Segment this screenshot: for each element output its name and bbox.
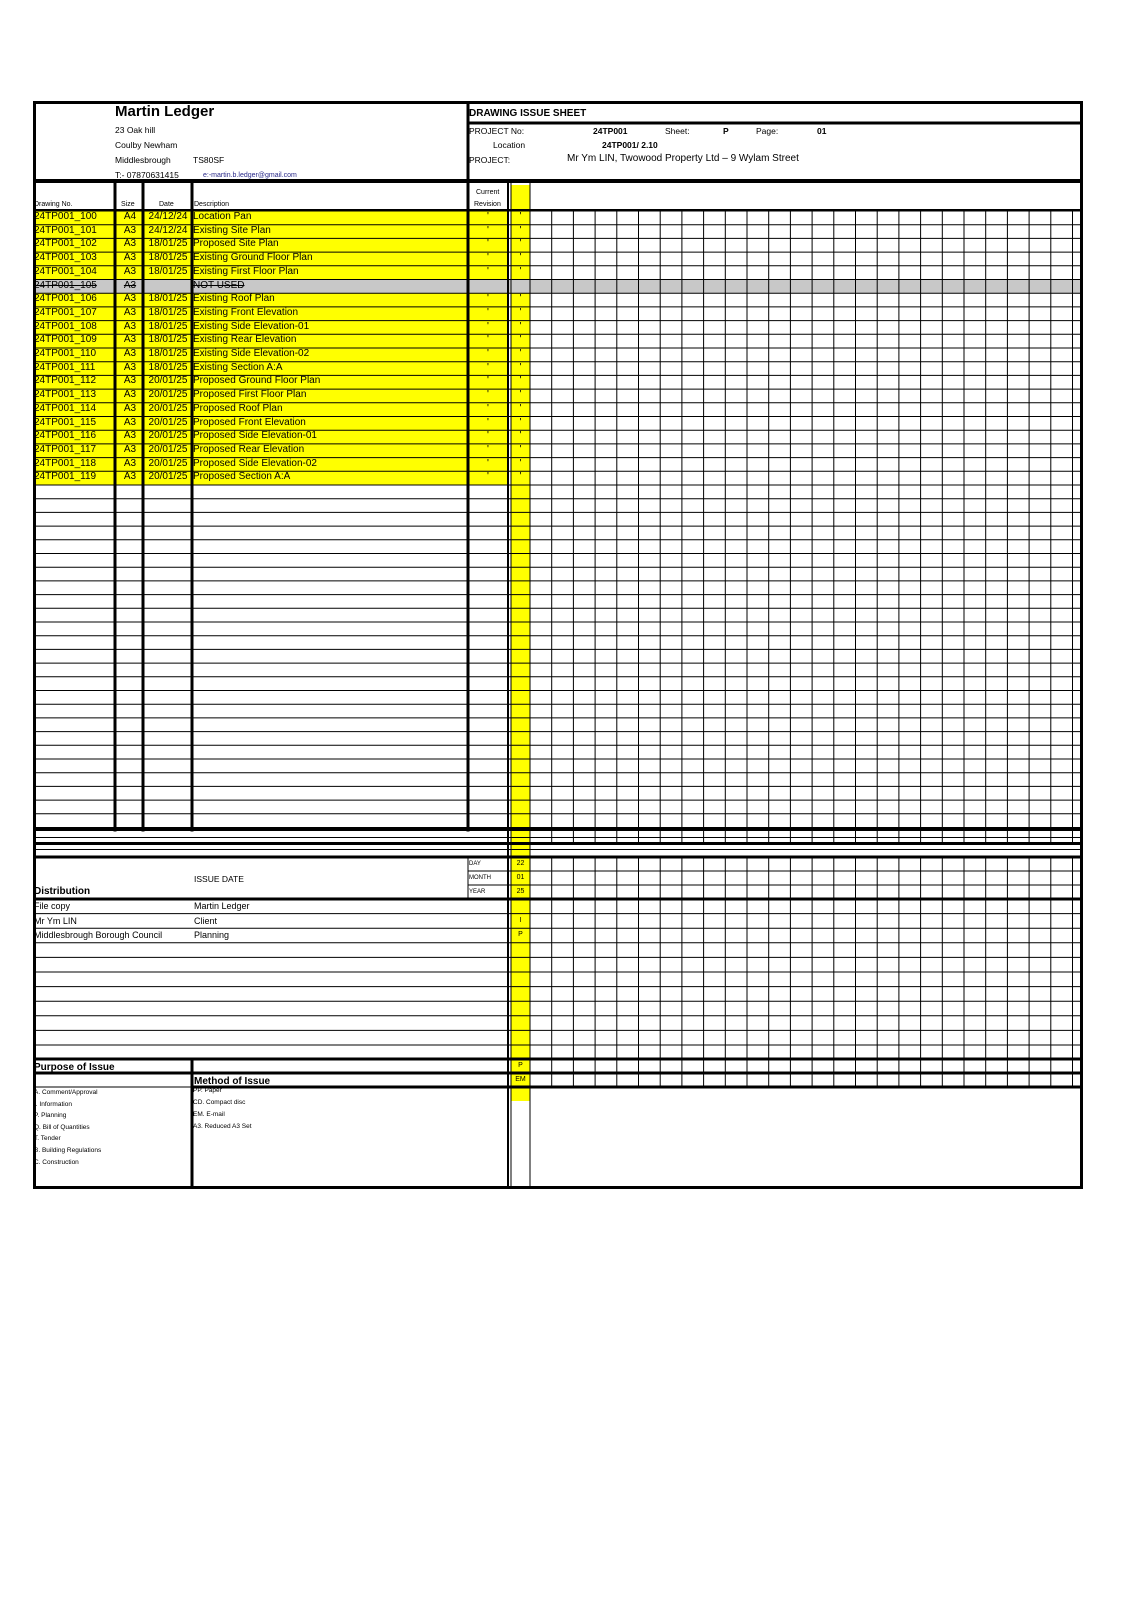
revision-mark: ' — [519, 389, 522, 401]
drawing-description: Proposed Roof Plan — [193, 402, 283, 414]
revision-mark: ' — [519, 265, 522, 277]
current-revision: ' — [487, 334, 489, 346]
drawing-description: Existing Side Elevation-01 — [193, 320, 310, 332]
method-option: A3. Reduced A3 Set — [193, 1123, 252, 1130]
drawing-description: Proposed Section A:A — [193, 471, 291, 483]
drawing-date: 20/01/25 — [148, 389, 188, 401]
drawing-description: Proposed Rear Elevation — [193, 443, 305, 455]
drawing-description: Existing Section A:A — [193, 361, 283, 373]
company-phone: T:- 07870631415 — [115, 170, 179, 180]
current-revision: ' — [487, 265, 489, 277]
drawing-description: Existing Side Elevation-02 — [193, 348, 310, 359]
purpose-option: A. Comment/Approval — [34, 1089, 98, 1096]
method-code: EM — [515, 1076, 526, 1083]
revision-mark: ' — [519, 293, 522, 305]
table-row — [33, 417, 1083, 431]
drawing-number: 24TP001_115 — [34, 416, 97, 428]
col-current: Current — [476, 189, 500, 196]
drawing-description: Proposed Ground Floor Plan — [193, 375, 321, 387]
drawing-description: Existing Rear Elevation — [193, 334, 297, 346]
drawing-number: 24TP001_104 — [34, 265, 97, 277]
table-row — [33, 430, 1083, 444]
drawing-number: 24TP001_101 — [34, 224, 97, 236]
table-row — [33, 321, 1083, 335]
col-description: Description — [194, 201, 230, 208]
current-revision: ' — [487, 293, 489, 305]
purpose-title: Purpose of Issue — [34, 1062, 115, 1073]
project-no-label: PROJECT No: — [469, 126, 525, 136]
drawing-number: 24TP001_102 — [34, 238, 97, 250]
recipient-name: Mr Ym LIN — [34, 915, 77, 926]
drawing-size: A3 — [123, 265, 137, 277]
drawing-description: Existing Front Elevation — [193, 306, 299, 318]
company-postcode: TS80SF — [193, 155, 225, 165]
drawing-number: 24TP001_111 — [34, 361, 96, 373]
drawing-size: A3 — [123, 375, 137, 387]
recipient-code: P — [518, 931, 523, 939]
drawing-issue-sheet — [33, 101, 1083, 1213]
table-row — [33, 225, 1083, 239]
current-revision: ' — [487, 238, 489, 250]
drawing-date: 18/01/25 — [148, 348, 188, 359]
revision-mark: ' — [519, 348, 522, 359]
col-drawing-no: Drawing No. — [34, 201, 73, 208]
revision-mark: ' — [519, 375, 522, 387]
drawing-date: 20/01/25 — [148, 375, 188, 387]
purpose-option: B. Building Regulations — [34, 1147, 102, 1154]
revision-mark: ' — [519, 211, 522, 222]
drawing-size: A3 — [123, 293, 137, 305]
current-revision: ' — [487, 252, 489, 264]
current-revision: ' — [487, 211, 489, 222]
table-row — [33, 389, 1083, 403]
revision-mark: ' — [519, 471, 522, 483]
current-revision: ' — [487, 457, 489, 469]
drawing-date: 20/01/25 — [148, 443, 188, 455]
drawing-number: 24TP001_108 — [34, 320, 97, 332]
revision-mark: ' — [519, 430, 522, 442]
drawing-description: Existing Ground Floor Plan — [193, 252, 313, 264]
issue-date-label: ISSUE DATE — [194, 874, 244, 884]
drawing-number: 24TP001_107 — [34, 306, 97, 318]
current-revision: ' — [487, 471, 489, 483]
table-row — [33, 307, 1083, 321]
drawing-size: A3 — [123, 252, 137, 264]
current-revision: ' — [487, 416, 489, 428]
drawing-size: A4 — [123, 211, 137, 222]
drawing-size: A3 — [123, 430, 137, 442]
drawing-description: Location Pan — [193, 211, 252, 222]
revision-mark: ' — [519, 252, 522, 264]
revision-mark: ' — [519, 320, 522, 332]
issue-month: 01 — [516, 874, 525, 881]
recipient-role: Planning — [194, 930, 230, 941]
drawing-date: 20/01/25 — [148, 457, 188, 469]
table-row — [33, 444, 1083, 458]
drawing-description: Existing First Floor Plan — [193, 265, 299, 277]
project-no-value: 24TP001 — [593, 126, 628, 136]
current-revision: ' — [487, 443, 489, 455]
issue-year: 25 — [516, 888, 525, 895]
revision-mark: ' — [519, 334, 522, 346]
drawing-description: Proposed Front Elevation — [193, 416, 306, 428]
drawing-description: Existing Site Plan — [193, 224, 271, 236]
drawing-date: 20/01/25 — [148, 416, 188, 428]
recipient-role: Martin Ledger — [194, 901, 250, 911]
drawing-date: 18/01/25 — [148, 265, 188, 277]
drawing-number: 24TP001_113 — [34, 389, 97, 401]
revision-mark: ' — [519, 457, 522, 469]
purpose-option: T. Tender — [34, 1135, 61, 1143]
purpose-option: I. Information — [34, 1100, 72, 1108]
recipient-code: I — [519, 916, 522, 924]
table-row — [33, 403, 1083, 417]
revision-mark: ' — [519, 402, 522, 414]
drawing-size: A3 — [123, 238, 137, 250]
method-option: EM. E-mail — [193, 1111, 225, 1118]
project-value: Mr Ym LIN, Twowood Property Ltd – 9 Wylam Street — [567, 153, 799, 164]
drawing-date: 18/01/25 — [148, 238, 188, 250]
purpose-code: P — [518, 1062, 523, 1069]
drawing-date: 18/01/25 — [148, 334, 188, 346]
drawing-number: 24TP001_118 — [34, 457, 97, 469]
current-revision: ' — [487, 389, 489, 401]
drawing-size: A3 — [123, 416, 137, 428]
table-row — [33, 471, 1083, 485]
current-revision: ' — [487, 375, 489, 387]
sheet-value: P — [723, 126, 729, 136]
drawing-number: 24TP001_116 — [34, 430, 97, 442]
drawing-number: 24TP001_106 — [34, 293, 97, 305]
drawing-date: 24/12/24 — [148, 211, 188, 222]
revision-mark: ' — [519, 306, 522, 318]
drawing-number: 24TP001_112 — [34, 375, 97, 387]
revision-mark: ' — [519, 224, 522, 236]
drawing-description: Existing Roof Plan — [193, 293, 275, 305]
drawing-number: 24TP001_100 — [34, 211, 97, 222]
table-row — [33, 252, 1083, 266]
drawing-date: 20/01/25 — [148, 471, 188, 483]
drawing-size: A3 — [123, 389, 137, 401]
method-title: Method of Issue — [194, 1076, 271, 1087]
drawing-number: 24TP001_110 — [34, 348, 97, 359]
current-revision: ' — [487, 320, 489, 332]
drawing-date: 20/01/25 — [148, 402, 188, 414]
drawing-size: A3 — [123, 279, 137, 291]
recipient-name: File copy — [34, 901, 71, 911]
current-revision: ' — [487, 348, 489, 359]
drawing-number: 24TP001_119 — [34, 471, 97, 483]
drawing-size: A3 — [123, 224, 137, 236]
drawing-size: A3 — [123, 402, 137, 414]
table-row — [33, 348, 1083, 362]
drawing-description: NOT USED — [193, 279, 245, 291]
table-row — [33, 362, 1083, 376]
drawing-size: A3 — [123, 334, 137, 346]
project-label: PROJECT: — [469, 155, 511, 165]
current-revision: ' — [487, 224, 489, 236]
table-row — [33, 293, 1083, 307]
drawing-date: 18/01/25 — [148, 293, 188, 305]
revision-mark: ' — [519, 238, 522, 250]
table-row — [33, 458, 1083, 472]
sheet-label: Sheet: — [665, 126, 690, 136]
table-row — [33, 238, 1083, 252]
sheet-title: DRAWING ISSUE SHEET — [469, 108, 587, 119]
company-email[interactable]: e:-martin.b.ledger@gmail.com — [203, 172, 297, 179]
drawing-size: A3 — [123, 320, 137, 332]
table-row — [33, 211, 1083, 225]
drawing-number: 24TP001_114 — [34, 402, 97, 414]
method-option: CD. Compact disc — [193, 1099, 246, 1106]
drawing-date: 24/12/24 — [148, 224, 188, 236]
drawing-size: A3 — [123, 443, 137, 455]
drawing-number: 24TP001_117 — [34, 443, 97, 455]
table-row — [33, 266, 1083, 280]
drawing-size: A3 — [123, 306, 137, 318]
drawing-size: A3 — [123, 348, 137, 359]
drawing-number: 24TP001_103 — [34, 252, 97, 264]
revision-mark: ' — [519, 416, 522, 428]
revision-mark: ' — [519, 361, 522, 373]
month-label: MONTH — [469, 875, 491, 881]
drawing-description: Proposed Side Elevation-01 — [193, 430, 317, 442]
recipient-name: Middlesbrough Borough Council — [34, 930, 163, 941]
drawing-date: 18/01/25 — [148, 361, 188, 373]
location-value: 24TP001/ 2.10 — [602, 140, 658, 150]
year-label: YEAR — [469, 889, 486, 895]
company-name: Martin Ledger — [115, 103, 215, 120]
purpose-option: Q. Bill of Quantities — [34, 1123, 90, 1131]
drawing-date: 18/01/25 — [148, 252, 188, 264]
recipient-role: Client — [194, 915, 218, 926]
table-row — [33, 334, 1083, 348]
drawing-date: 18/01/25 — [148, 320, 188, 332]
drawing-number: 24TP001_109 — [34, 334, 97, 346]
company-town: Middlesbrough — [115, 155, 171, 165]
location-label: Location — [493, 140, 526, 150]
drawing-description: Proposed Side Elevation-02 — [193, 457, 317, 469]
distribution-title: Distribution — [34, 886, 91, 897]
drawing-description: Proposed First Floor Plan — [193, 389, 307, 401]
col-size: Size — [121, 201, 135, 208]
drawing-size: A3 — [123, 471, 137, 483]
purpose-option: C. Construction — [34, 1158, 79, 1166]
company-address-2: Coulby Newham — [115, 140, 178, 150]
method-option: PP. Paper — [193, 1087, 222, 1094]
drawing-description: Proposed Site Plan — [193, 238, 279, 250]
table-row — [33, 280, 1083, 294]
company-address-1: 23 Oak hill — [115, 125, 156, 135]
drawing-date: 18/01/25 — [148, 306, 188, 318]
drawing-date: 20/01/25 — [148, 430, 188, 442]
current-revision: ' — [487, 430, 489, 442]
issue-day: 22 — [516, 860, 525, 867]
col-date: Date — [159, 201, 174, 208]
revision-mark: ' — [519, 443, 522, 455]
page-value: 01 — [817, 126, 827, 136]
current-revision: ' — [487, 402, 489, 414]
page-label: Page: — [756, 126, 779, 136]
drawing-number: 24TP001_105 — [34, 279, 97, 291]
current-revision: ' — [487, 306, 489, 318]
drawing-size: A3 — [123, 457, 137, 469]
day-label: DAY — [469, 861, 481, 867]
col-revision: Revision — [474, 201, 501, 208]
drawing-size: A3 — [123, 361, 137, 373]
current-revision: ' — [487, 361, 489, 373]
table-row — [33, 375, 1083, 389]
purpose-option: P. Planning — [34, 1112, 67, 1120]
